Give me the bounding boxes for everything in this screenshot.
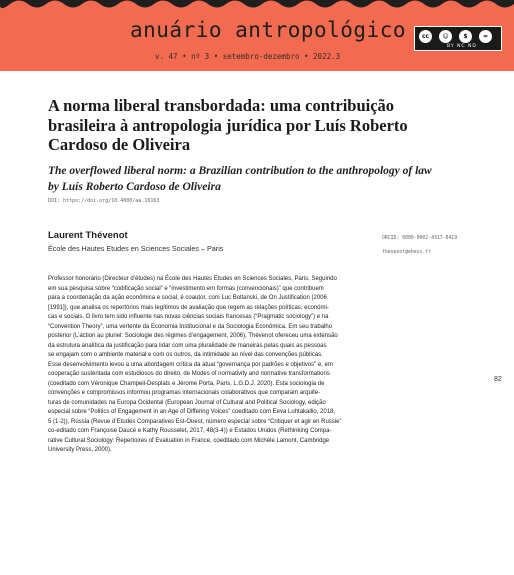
bio-line: convenções e compromissos informou programas internacionais colaborativos que comparam arquite- — [48, 390, 321, 396]
bio-line: Professor honorário (Directeur d’études) na École des Hautes Etudes en Sciences Sociales, Paris. Seguindo — [48, 276, 337, 282]
bio-line: rative Cultural Sociology: Repertoires of Evaluation in France, coeditado com Michèle Lamont, Cambridge — [48, 437, 330, 444]
doi-link[interactable]: DOI: https://doi.org/10.4000/aa.10163 — [48, 198, 160, 204]
email-link[interactable]: thevenot@ehess.fr — [382, 250, 432, 255]
page-number: 82 — [494, 376, 502, 383]
journal-title: anuário antropológico — [130, 18, 407, 42]
bio-line: [1991]), que analisa os repertórios mais legítimos de avaliação que regem as relações políticas, económi- — [48, 304, 329, 311]
orcid-link[interactable]: ORCID: 0000-0002-4317-0419 — [382, 236, 458, 241]
bio-line: se engajam com o ambiente material e com os outros, da intimidade ao nível das convenções públicas. — [48, 352, 323, 358]
author-affiliation: École des Hautes Etudes en Sciences Sociales – Paris — [48, 244, 224, 253]
bio-line: para a coordenação da ação econômica e social, é coautor, com Luc Boltanski, de On Justification (2006 — [48, 295, 327, 301]
license-labels: BY NC ND — [447, 44, 477, 49]
wave-decoration — [0, 0, 514, 12]
bio-line: posterior (L’action au pluriel: Sociologie des régimes d’engagement, 2006), Thévenot ofereceu uma extensão — [48, 333, 338, 339]
bio-line: em sua pesquisa sobre “codificação social” e “investimento em formas (convencionais)” que contribuem — [48, 285, 324, 292]
author-name: Laurent Thévenot — [48, 230, 128, 241]
article-title-english: The overflowed liberal norm: a Brazilian contribution to the anthropology of law by Luís Roberto Cardoso de Oliveira — [48, 165, 432, 193]
journal-banner — [0, 0, 514, 71]
bio-line: (coeditado com Véronique Champeil-Desplats e Jérome Porta, Paris, L.G.D.J. 2020). Esta sociologia de — [48, 380, 325, 387]
bio-line: “Convention Theory”, uma vertente da Economia Institucional e da Sociologia Econômica. Em seu trabalho — [48, 323, 333, 330]
bio-line: 5 (1-2)), Rússia (Revue d’Etudes Comparatives Est-Ouest, número especial sobre “Critiquer et agir en Russie” — [48, 418, 342, 425]
bio-line: University Press, 2000). — [48, 447, 112, 453]
article-title: A norma liberal transbordada: uma contribuição brasileira à antropologia jurídica por Luís Roberto Cardoso de Oliveira — [48, 96, 408, 154]
bio-line: Esse desenvolvimento levou a uma abordagem crítica da atual “governança por padrões e objetivos” e, em — [48, 361, 333, 368]
bio-line: turas de comunidades na Europa Ocidental (European Journal of Cultural and Political Sociology, edição — [48, 399, 326, 406]
author-bio — [48, 275, 388, 456]
issue-line: v. 47 • nº 3 • setembro-dezembro • 2022.3 — [155, 52, 341, 61]
bio-line: cooperação sustentada com estudiosos do direito, de Modes of normativity and normative transformations — [48, 371, 330, 377]
bio-line: especial sobre “Politics of Engagement in an Age of Differing Voices” coeditado com Eeva Luhtakallio, 2018, — [48, 409, 336, 415]
bio-line: da estrutura analítica da justificação para lidar com uma pluralidade de maneiras pelas quais as pessoas — [48, 342, 327, 349]
bio-line: co-editado com Françoise Daucé e Kathy Rousselet, 2017, 48(3-4)) e Estados Unidos (Rethinking Compa- — [48, 428, 332, 434]
cc-license-badge[interactable] — [414, 26, 502, 51]
cc-icon: cc — [419, 30, 432, 43]
bio-line: cas e sociais. O livro tem sido influente nas novas ciências sociais francesas (“Pragmatic sociology”) e na — [48, 314, 329, 320]
by-person-icon: ☺ — [439, 30, 452, 43]
noderivatives-icon: = — [479, 30, 492, 43]
noncommercial-icon: $ — [459, 30, 472, 43]
